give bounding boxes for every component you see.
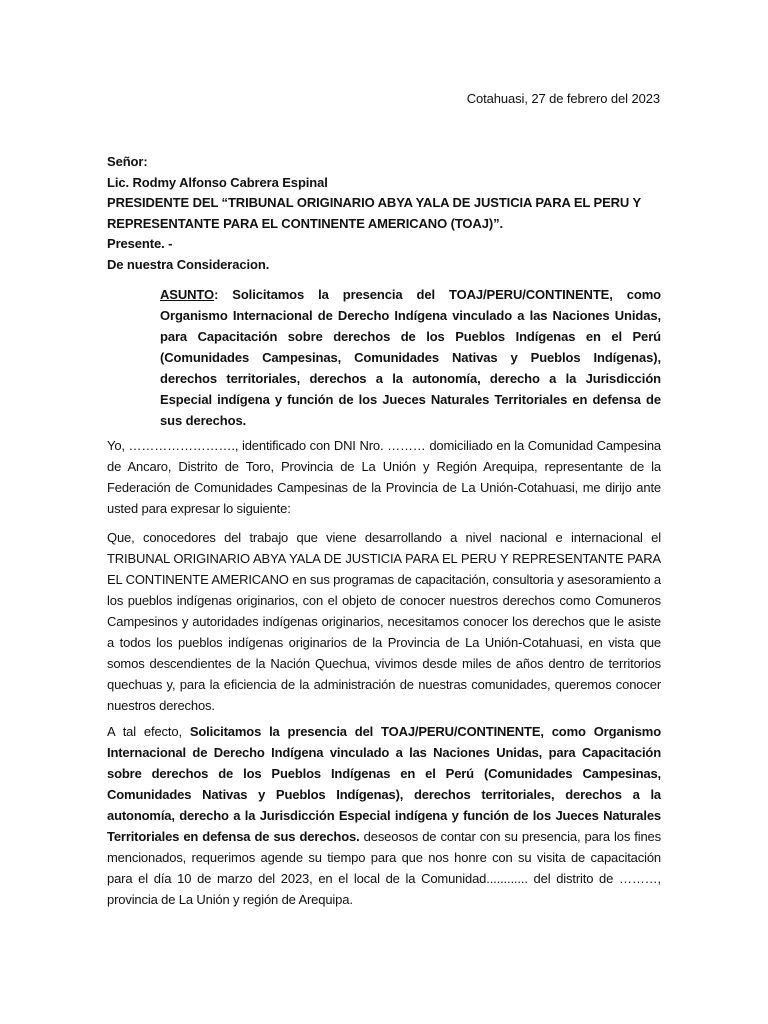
subject-block bbox=[160, 284, 661, 431]
recipient-title-line1: PRESIDENTE DEL “TRIBUNAL ORIGINARIO ABYA YALA DE JUSTICIA PARA EL PERU Y bbox=[107, 195, 642, 210]
paragraph-request bbox=[107, 721, 661, 910]
recipient-title-line2: REPRESENTANTE PARA EL CONTINENTE AMERICANO (TOAJ)”. bbox=[107, 215, 503, 231]
consideracion-line: De nuestra Consideracion. bbox=[107, 256, 270, 272]
salutation: Señor: bbox=[107, 154, 148, 169]
subject-label: ASUNTO bbox=[160, 287, 215, 302]
request-intro: A tal efecto, bbox=[107, 724, 190, 739]
request-bold: Solicitamos la presencia del TOAJ/PERU/CONTINENTE, como Organismo Internacional de Derecho Indígena vinculado a las Naciones Unidas, para Capacitación sobre derechos de los Pueblos Indígenas en el Perú (Comunidades Campesinas, Comunidades Nativas y Pueblos Indígenas), derechos territoriales, derechos a la autonomía, derecho a la Jurisdicción Especial indígena y función de los Jueces Naturales Territoriales en defensa de sus derechos. bbox=[107, 724, 661, 844]
recipient-name: Lic. Rodmy Alfonso Cabrera Espinal bbox=[107, 174, 328, 190]
presente-line: Presente. - bbox=[107, 236, 173, 251]
paragraph-context: Que, conocedores del trabajo que viene desarrollando a nivel nacional e internacional el TRIBUNAL ORIGINARIO ABYA YALA DE JUSTICIA PARA EL PERU Y REPRESENTANTE PARA EL CONTINENTE AMERICANO en sus programas de capacitación, consultoria y asesoramiento a los pueblos indígenas originarios, con el objeto de conocer nuestros derechos como Comuneros Campesinos y autoridades indígenas originarios, necesitamos conocer los derechos que le asiste a todos los pueblos indígenas originarios de la Provincia de La Unión-Cotahuasi, en vista que somos descendientes de la Nación Quechua, vivimos desde miles de años dentro de territorios quechuas y, para la eficiencia de la administración de nuestras comunidades, queremos conocer nuestros derechos. bbox=[107, 530, 661, 713]
subject-text: : Solicitamos la presencia del TOAJ/PERU/CONTINENTE, como Organismo Internacional de Derecho Indígena vinculado a las Naciones Unidas, para Capacitación sobre derechos de los Pueblos Indígenas en el Perú (Comunidades Campesinas, Comunidades Nativas y Pueblos Indígenas), derechos territoriales, derechos a la autonomía, derecho a la Jurisdicción Especial indígena y función de los Jueces Naturales Territoriales en defensa de sus derechos. bbox=[160, 287, 661, 428]
recipient-block bbox=[107, 152, 667, 275]
letter-date: Cotahuasi, 27 de febrero del 2023 bbox=[466, 91, 660, 106]
paragraph-intro: Yo, ……………………., identificado con DNI Nro. ……… domiciliado en la Comunidad Campesina de Ancaro, Distrito de Toro, Provincia de La Unión y Región Arequipa, representante de la Federación de Comunidades Campesinas de la Provincia de La Unión-Cotahuasi, me dirijo ante usted para expresar lo siguiente: bbox=[107, 438, 661, 516]
request-rest: deseosos de contar con su presencia, para los fines mencionados, requerimos agende su tiempo para que nos honre con su visita de capacitación para el día 10 de marzo del 2023, en el local de la Comunidad............ del distrito de ………, provincia de La Unión y región de Arequipa. bbox=[107, 829, 661, 907]
